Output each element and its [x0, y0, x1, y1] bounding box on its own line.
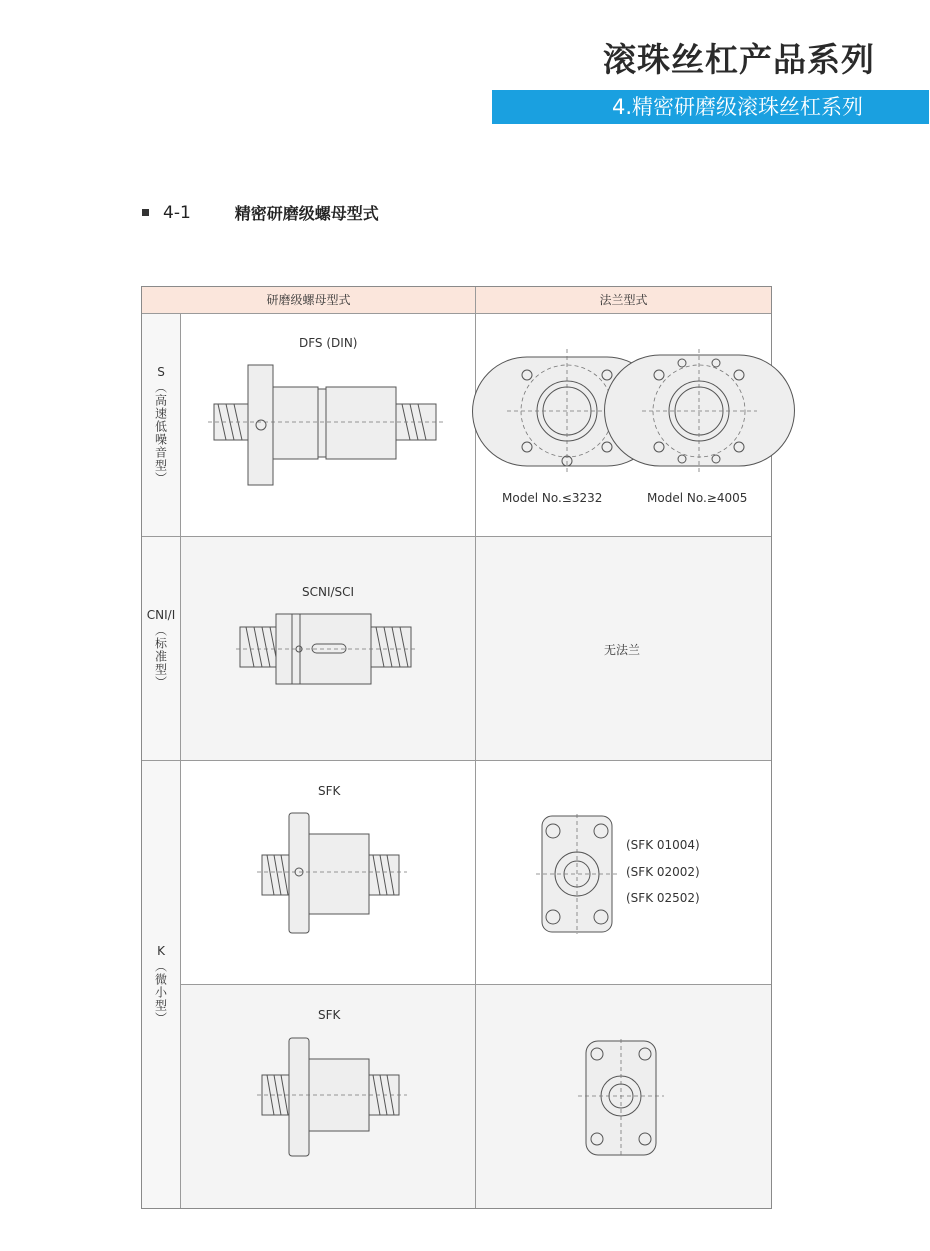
section-heading — [142, 201, 379, 224]
series-banner: 4.精密研磨级滚珠丝杠系列 — [492, 90, 929, 124]
sfk-model-1: (SFK 01004) — [626, 838, 700, 852]
row-code: S — [157, 365, 165, 379]
bullet-icon — [142, 209, 149, 216]
row-desc: （微小型） — [153, 960, 168, 1025]
nut-label-sfk: SFK — [318, 784, 341, 798]
dfs-nut-drawing — [212, 362, 452, 492]
flange-drawing-large — [642, 349, 757, 474]
sfk-nut-drawing — [257, 812, 402, 942]
row-label-cni — [142, 537, 181, 761]
header-flange-type: 法兰型式 — [476, 287, 771, 314]
section-number: 4-1 — [163, 202, 191, 223]
row-code: K — [157, 944, 165, 958]
sfk-model-3: (SFK 02502) — [626, 891, 700, 905]
sfk-flange-drawing — [540, 814, 616, 934]
nut-label-dfs: DFS (DIN) — [299, 336, 358, 350]
sfk2-nut-drawing — [257, 1037, 402, 1162]
row-code: CNI/I — [146, 608, 176, 622]
cell-sfk-flange — [476, 761, 771, 985]
flange-label-small: Model No.≤3232 — [502, 491, 603, 505]
no-flange-text: 无法兰 — [604, 643, 641, 657]
section-title: 精密研磨级螺母型式 — [234, 204, 379, 223]
row-desc: （标准型） — [153, 624, 168, 689]
scni-nut-drawing — [240, 609, 420, 689]
page-title: 滚珠丝杠产品系列 — [603, 40, 875, 79]
row-label-k — [142, 761, 181, 1208]
nut-label-scni: SCNI/SCI — [302, 585, 355, 599]
header-nut-type: 研磨级螺母型式 — [142, 287, 476, 314]
sfk-model-2: (SFK 02002) — [626, 865, 700, 879]
sfk2-flange-drawing — [584, 1039, 658, 1157]
row-desc: （高速低噪音型） — [153, 381, 168, 485]
flange-label-large: Model No.≥4005 — [647, 491, 748, 505]
nut-type-table — [141, 286, 772, 1209]
nut-label-sfk-2: SFK — [318, 1008, 341, 1022]
row-label-s — [142, 314, 181, 537]
